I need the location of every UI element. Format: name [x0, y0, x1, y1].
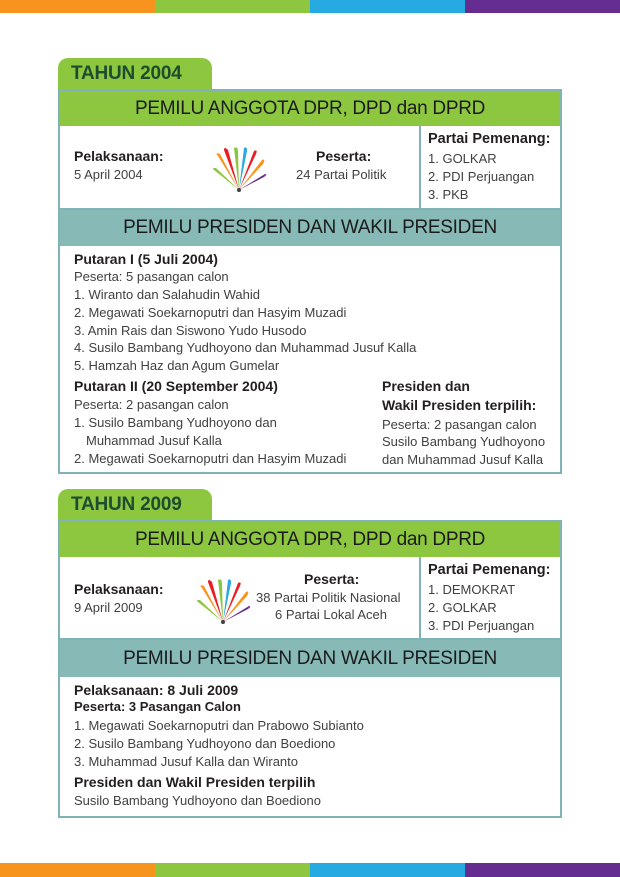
pemenang-1-2004: 1. GOLKAR	[428, 151, 497, 166]
presidential-info-2009	[60, 677, 560, 816]
pelaksanaan-label-2009: Pelaksanaan:	[74, 581, 164, 597]
stripe-blue	[310, 0, 465, 13]
round2-line: Peserta: 2 pasangan calon	[74, 397, 229, 412]
stripe-green	[155, 863, 310, 877]
panel-2009	[58, 520, 562, 818]
pelaksanaan-value-2004: 5 April 2004	[74, 167, 143, 182]
pelaksanaan-pres-2009: Pelaksanaan: 8 Juli 2009	[74, 682, 239, 698]
pemenang-1-2009: 1. DEMOKRAT	[428, 582, 516, 597]
stripe-purple	[465, 863, 620, 877]
pemenang-label-2009: Partai Pemenang:	[428, 562, 551, 578]
stripe-blue	[310, 863, 465, 877]
legislative-info-2009	[60, 557, 560, 640]
divider-2009	[419, 557, 421, 638]
round2-line: Muhammad Jusuf Kalla	[86, 433, 222, 448]
winner-value-2009: Susilo Bambang Yudhoyono dan Boediono	[74, 793, 321, 808]
stripe-orange	[0, 0, 155, 13]
pelaksanaan-value-2009: 9 April 2009	[74, 600, 143, 615]
round1-line: 2. Megawati Soekarnoputri dan Hasyim Muzadi	[74, 305, 347, 320]
presidential-info-2004	[60, 246, 560, 472]
year-tab-2009: TAHUN 2009	[58, 489, 212, 521]
year-tab-2004: TAHUN 2004	[58, 58, 212, 90]
panel-2004	[58, 89, 562, 474]
round1-title: Putaran I (5 Juli 2004)	[74, 251, 218, 267]
presidential-title-2004: PEMILU PRESIDEN DAN WAKIL PRESIDEN	[60, 210, 560, 246]
presidential-title-2009: PEMILU PRESIDEN DAN WAKIL PRESIDEN	[60, 640, 560, 677]
stripe-green	[155, 0, 310, 13]
winner-title-line1: Presiden dan	[382, 378, 470, 394]
peserta-pres-2009: Peserta: 3 Pasangan Calon	[74, 699, 241, 714]
divider-2004	[419, 126, 421, 208]
bottom-color-stripe	[0, 863, 620, 877]
candidate-line: 1. Megawati Soekarnoputri dan Prabowo Subianto	[74, 718, 364, 733]
pemenang-3-2009: 3. PDI Perjuangan	[428, 618, 535, 633]
candidate-line: 3. Muhammad Jusuf Kalla dan Wiranto	[74, 754, 298, 769]
winner-line: Susilo Bambang Yudhoyono	[382, 434, 546, 449]
pemenang-2-2009: 2. GOLKAR	[428, 600, 497, 615]
round1-line: 4. Susilo Bambang Yudhoyono dan Muhammad Jusuf Kalla	[74, 340, 417, 355]
round2-line: 1. Susilo Bambang Yudhoyono dan	[74, 415, 277, 430]
peserta-label-2004: Peserta:	[316, 148, 372, 164]
peserta-value-2004: 24 Partai Politik	[296, 167, 387, 182]
round1-line: 5. Hamzah Haz dan Agum Gumelar	[74, 358, 280, 373]
legislative-title-2009: PEMILU ANGGOTA DPR, DPD dan DPRD	[60, 522, 560, 557]
pemenang-2-2004: 2. PDI Perjuangan	[428, 169, 535, 184]
stripe-purple	[465, 0, 620, 13]
top-color-stripe	[0, 0, 620, 13]
round1-line: 3. Amin Rais dan Siswono Yudo Husodo	[74, 323, 307, 338]
pemenang-label-2004: Partai Pemenang:	[428, 131, 551, 147]
round2-line: 2. Megawati Soekarnoputri dan Hasyim Muzadi	[74, 451, 347, 466]
election-leaves-logo-icon	[210, 146, 268, 192]
peserta-value-2009-local: 6 Partai Lokal Aceh	[275, 607, 388, 622]
legislative-title-2004: PEMILU ANGGOTA DPR, DPD dan DPRD	[60, 91, 560, 126]
round1-line: Peserta: 5 pasangan calon	[74, 269, 229, 284]
election-leaves-logo-icon	[194, 578, 252, 624]
winner-title-2009: Presiden dan Wakil Presiden terpilih	[74, 774, 316, 790]
round1-line: 1. Wiranto dan Salahudin Wahid	[74, 287, 260, 302]
peserta-label-2009: Peserta:	[304, 571, 360, 587]
candidate-line: 2. Susilo Bambang Yudhoyono dan Boediono	[74, 736, 336, 751]
winner-line: Peserta: 2 pasangan calon	[382, 417, 537, 432]
round2-title: Putaran II (20 September 2004)	[74, 378, 278, 394]
winner-title-line2: Wakil Presiden terpilih:	[382, 397, 537, 413]
winner-line: dan Muhammad Jusuf Kalla	[382, 452, 544, 467]
stripe-orange	[0, 863, 155, 877]
pemenang-3-2004: 3. PKB	[428, 187, 469, 202]
pelaksanaan-label-2004: Pelaksanaan:	[74, 148, 164, 164]
legislative-info-2004	[60, 126, 560, 210]
peserta-value-2009-national: 38 Partai Politik Nasional	[256, 590, 401, 605]
